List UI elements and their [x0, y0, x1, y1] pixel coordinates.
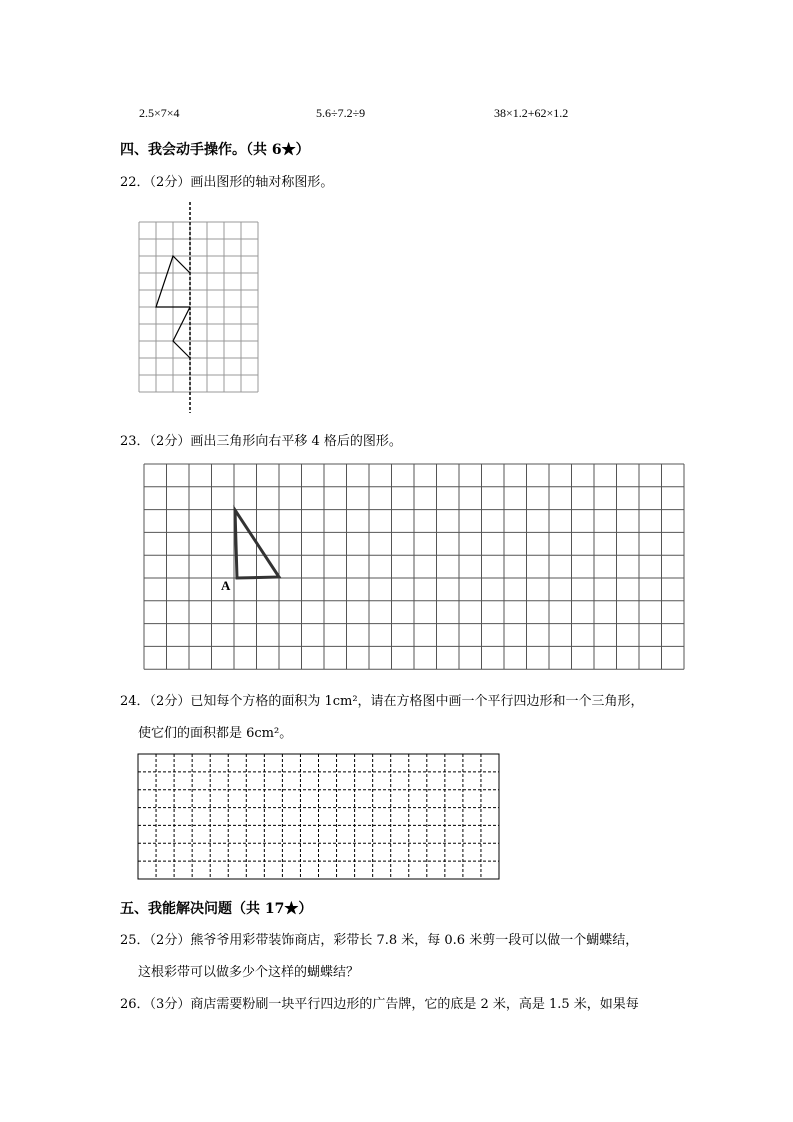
q26-text-line1: 26．（3分）商店需要粉刷一块平行四边形的广告牌，它的底是 2 米，高是 1.5 米，如果每: [120, 997, 639, 1012]
q25-text-line2: 这根彩带可以做多少个这样的蝴蝶结？: [138, 965, 360, 980]
calc-2: 5.6÷7.2÷9: [316, 106, 366, 120]
section-4-title: 四、我会动手操作。（共 6★）: [120, 142, 310, 158]
q22-text: 22．（2分）画出图形的轴对称图形。: [120, 175, 334, 190]
q22-grid-figure: [130, 200, 270, 422]
shape-lower: [173, 307, 190, 358]
section-5-title: 五、我能解决问题（共 17★）: [120, 901, 313, 917]
q24-dashed-grid: [137, 753, 501, 881]
calc-3: 38×1.2+62×1.2: [494, 106, 569, 120]
vertex-label-a: A: [221, 578, 231, 593]
q23-grid-figure: [140, 460, 685, 675]
q24-text-line1: 24．（2分）已知每个方格的面积为 1cm²，请在方格图中画一个平行四边形和一个三角形，: [120, 694, 644, 709]
q25-text-line1: 25．（2分）熊爷爷用彩带装饰商店，彩带长 7.8 米，每 0.6 米剪一段可以做一个蝴蝶结，: [120, 933, 639, 948]
q24-text-line2: 使它们的面积都是 6cm²。: [138, 726, 293, 741]
q23-text: 23．（2分）画出三角形向右平移 4 格后的图形。: [120, 434, 402, 449]
calc-1: 2.5×7×4: [139, 106, 180, 120]
